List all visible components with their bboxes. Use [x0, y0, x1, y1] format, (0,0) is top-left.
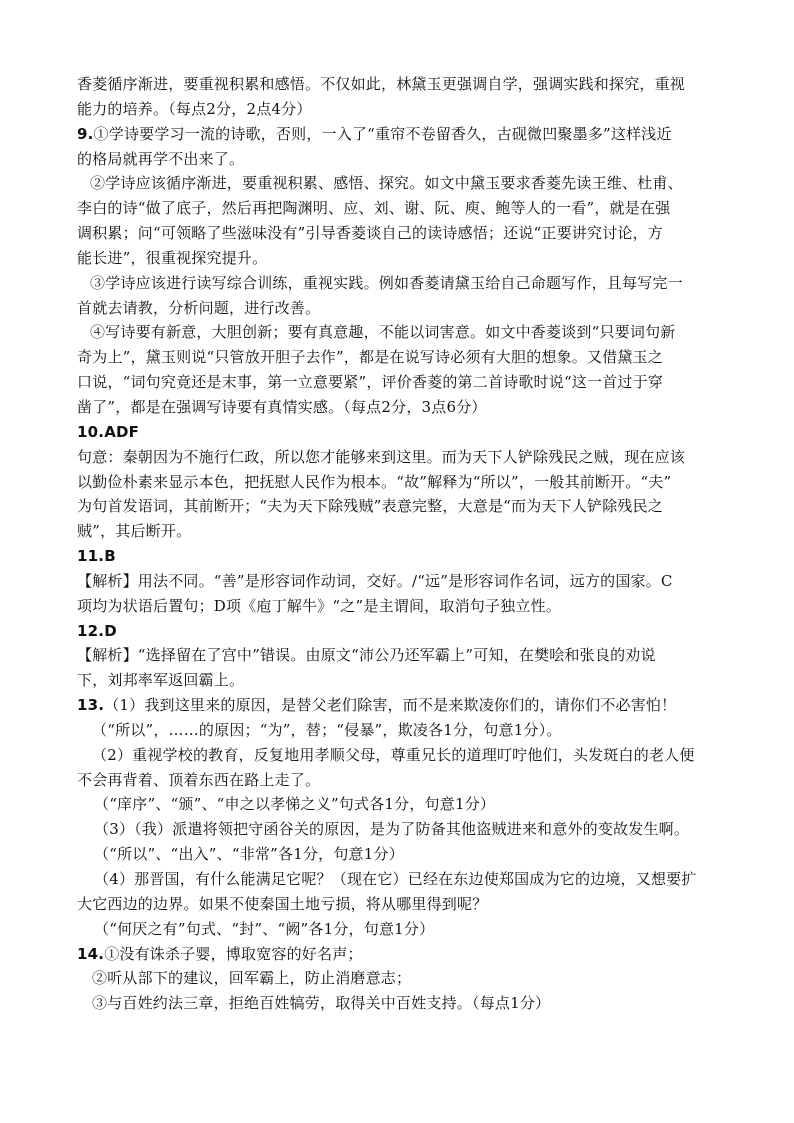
- question-number: 13.: [77, 696, 105, 715]
- text-line: 口说，“词句究竟还是末事，第一立意要紧”，评价香菱的第二首诗歌时说“这一首过于穿: [77, 373, 664, 392]
- text-line: 香菱循序渐进，要重视积累和感悟。不仅如此，林黛玉更强调自学，强调实践和探究，重视: [77, 75, 686, 93]
- question-number: 14.: [77, 944, 105, 963]
- text-line: 项均为状语后置句；D项《庖丁解牛》“之”是主谓间，取消句子独立性。: [77, 596, 561, 615]
- text-line: （3）（我）派遣将领把守函谷关的原因，是为了防备其他盗贼进来和意外的变故发生啊。: [94, 820, 690, 839]
- answer-letters: D: [104, 621, 117, 640]
- text-line: （“所以”、“出入”、“非常”各1分，句意1分）: [94, 845, 404, 864]
- question-number: 12.: [77, 621, 105, 640]
- text-line: 大它西边的边界。如果不使秦国土地亏损，将从哪里得到呢？: [77, 894, 488, 913]
- text-line: （“庠序”、“颁”、“申之以孝悌之义”句式各1分，句意1分）: [94, 795, 496, 814]
- text-line: （2）重视学校的教育，反复地用孝顺父母，尊重兄长的道理叮咛他们，头发斑白的老人便: [92, 745, 695, 764]
- question-9-line: 9.①学诗要学习一流的诗歌，否则，一入了“重帘不卷留香久，古砚微凹聚墨多”这样浅近: [77, 124, 672, 143]
- text-line: 能长进”，很重视探究提升。: [77, 248, 268, 267]
- question-10-line: [77, 420, 730, 445]
- answer-letters: ADF: [104, 422, 140, 441]
- question-12-line: [77, 619, 730, 644]
- text-line: 调积累；问“可领略了些滋味没有”引导香菱谈自己的读诗感悟；还说“正要讲究讨论，方: [77, 224, 664, 243]
- text-line: （“所以”，……的原因；“为”，替；“侵暴”，欺凌各1分，句意1分）。: [92, 720, 562, 739]
- text-line: ③学诗应该进行读写综合训练，重视实践。例如香菱请黛玉给自己命题写作，且每写完一: [90, 273, 683, 292]
- text-line: 李白的诗“做了底子，然后再把陶渊明、应、刘、谢、阮、庾、鲍等人的一看”，就是在强: [77, 199, 671, 218]
- question-number: 10.: [77, 422, 105, 441]
- text-line: 以勤俭朴素来显示本色，把抚慰人民作为根本。“故”解释为“所以”，一般其前断开。“夫”: [77, 472, 672, 491]
- text-line: 为句首发语词，其前断开；“夫为天下除残贼”表意完整，大意是“而为天下人铲除残民之: [77, 497, 664, 516]
- text-line: 首就去请教，分析问题，进行改善。: [77, 298, 321, 317]
- text-line: （4）那晋国，有什么能满足它呢？（现在它）已经在东边使郑国成为它的边境，又想要扩: [94, 870, 697, 888]
- text-line: 能力的培养。（每点2分，2点4分）: [77, 99, 312, 118]
- question-14-line: 14.①没有诛杀子婴，博取宽容的好名声；: [77, 944, 363, 963]
- text-line: 奇为上”，黛玉则说“只管放开胆子去作”，都是在说写诗必须有大胆的想象。又借黛玉之: [77, 348, 664, 367]
- text-line: 下，刘邦率军返回霸上。: [77, 671, 245, 690]
- text-line: ②听从部下的建议，回军霸上，防止消磨意志；: [92, 969, 412, 988]
- question-13-line: 13.（1）我到这里来的原因，是替父老们除害，而不是来欺凌你们的，请你们不必害怕！: [77, 696, 677, 715]
- text-line: 句意：秦朝因为不施行仁政，所以您才能够来到这里。而为天下人铲除残民之贼，现在应该: [77, 447, 686, 466]
- text-line: ②学诗应该循序渐进，要重视积累、感悟、探究。如文中黛玉要求香菱先读王维、杜甫、: [90, 174, 683, 193]
- question-number: 9.: [77, 124, 94, 143]
- text-line: ④写诗要有新意，大胆创新；要有真意趣，不能以词害意。如文中香菱谈到“只要词句新: [90, 323, 676, 342]
- question-number: 11.: [77, 547, 105, 566]
- text-line: 贼”，其后断开。: [77, 522, 192, 541]
- question-11-line: [77, 544, 730, 569]
- text-line: 不会再背着、顶着东西在路上走了。: [77, 770, 321, 789]
- text-line: 凿了”，都是在强调写诗要有真情实感。（每点2分，3点6分）: [77, 397, 487, 416]
- text-line: 的格局就再学不出来了。: [77, 149, 245, 168]
- text-line: 【解析】用法不同。“善”是形容词作动词，交好。/“远”是形容词作名词，远方的国家。C: [77, 571, 673, 590]
- text-line: ③与百姓约法三章，拒绝百姓犒劳，取得关中百姓支持。（每点1分）: [92, 994, 551, 1013]
- text-line: 【解析】“选择留在了宫中”错误。由原文“沛公乃还军霸上”可知，在樊哙和张良的劝说: [77, 646, 656, 665]
- answer-letters: B: [104, 547, 116, 566]
- text-line: （“何厌之有”句式、“封”、“阙”各1分，句意1分）: [94, 919, 435, 938]
